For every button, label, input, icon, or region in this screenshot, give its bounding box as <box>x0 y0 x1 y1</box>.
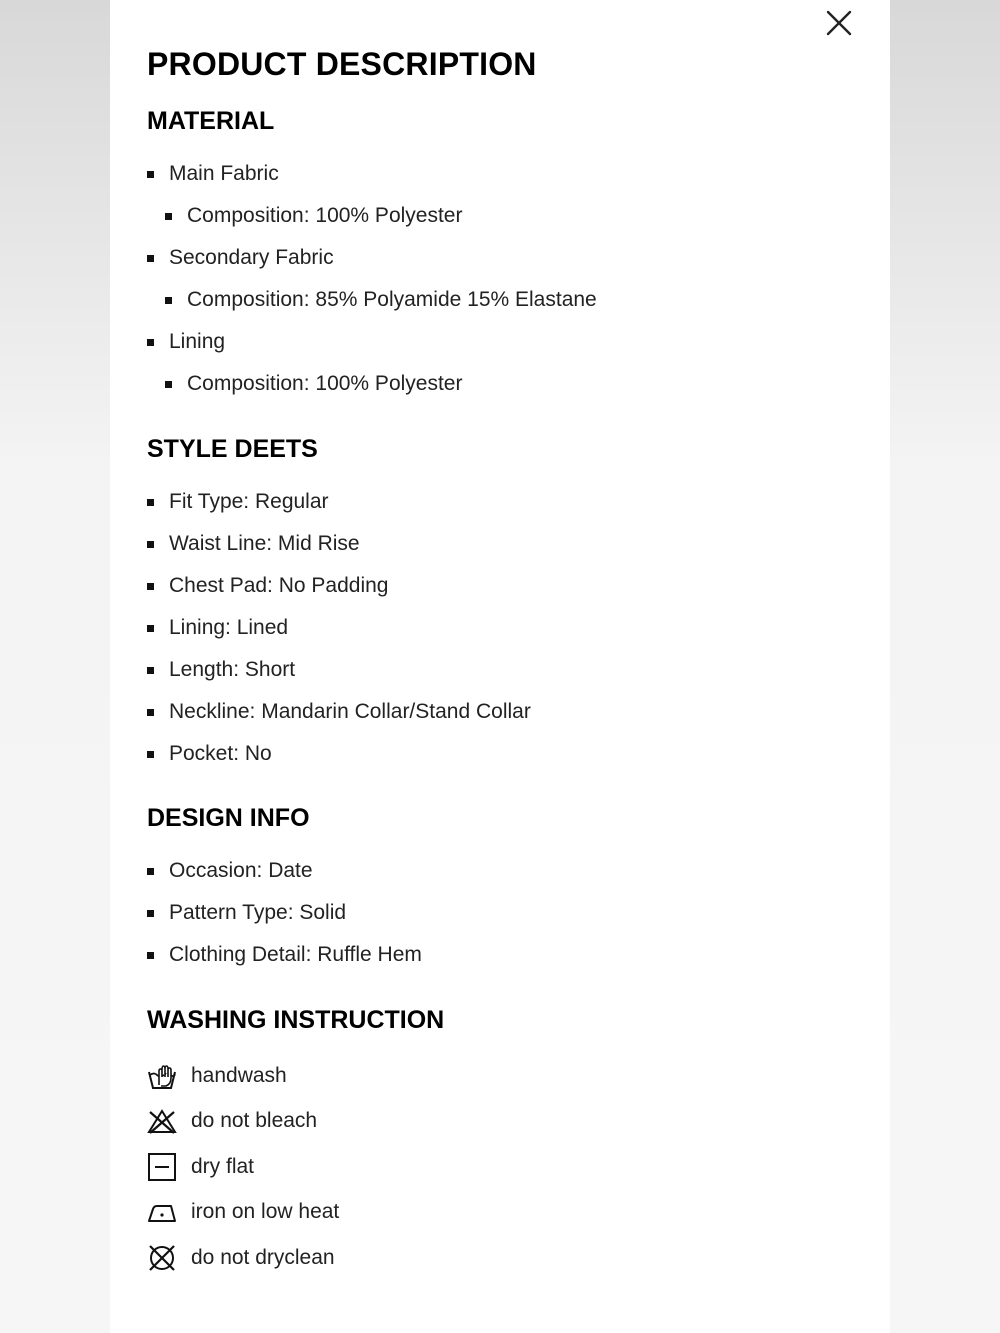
material-heading: MATERIAL <box>147 107 275 135</box>
close-button[interactable] <box>824 8 854 38</box>
dry-flat-icon <box>147 1152 177 1182</box>
iron-low-heat-icon <box>147 1197 177 1227</box>
wash-item-handwash <box>147 1053 339 1099</box>
list-item: Chest Pad: No Padding <box>147 565 847 607</box>
product-description-panel <box>110 0 890 1333</box>
wash-item-label: do not dryclean <box>191 1245 335 1269</box>
wash-item-iron-low-heat <box>147 1190 339 1236</box>
design-info-list <box>147 850 847 976</box>
list-item: Composition: 100% Polyester <box>147 195 847 237</box>
wash-item-do-not-bleach <box>147 1099 339 1145</box>
list-item: Length: Short <box>147 649 847 691</box>
list-item: Pattern Type: Solid <box>147 892 847 934</box>
wash-item-label: handwash <box>191 1063 287 1087</box>
material-list <box>147 153 847 405</box>
list-item: Main Fabric <box>147 153 847 195</box>
style-deets-list <box>147 481 847 775</box>
list-item: Lining <box>147 321 847 363</box>
design-info-heading: DESIGN INFO <box>147 804 310 832</box>
list-item: Composition: 100% Polyester <box>147 363 847 405</box>
do-not-dryclean-icon <box>147 1243 177 1273</box>
list-item: Neckline: Mandarin Collar/Stand Collar <box>147 691 847 733</box>
list-item: Clothing Detail: Ruffle Hem <box>147 934 847 976</box>
wash-item-dry-flat <box>147 1144 339 1190</box>
list-item: Occasion: Date <box>147 850 847 892</box>
list-item: Waist Line: Mid Rise <box>147 523 847 565</box>
style-deets-heading: STYLE DEETS <box>147 435 318 463</box>
washing-instruction-list <box>147 1053 339 1281</box>
do-not-bleach-icon <box>147 1106 177 1136</box>
wash-item-label: do not bleach <box>191 1109 318 1133</box>
wash-item-label: iron on low heat <box>191 1200 340 1224</box>
washing-instruction-heading: WASHING INSTRUCTION <box>147 1006 445 1034</box>
wash-item-do-not-dryclean <box>147 1235 339 1281</box>
page-title: PRODUCT DESCRIPTION <box>147 46 537 82</box>
handwash-icon <box>147 1061 177 1091</box>
wash-item-label: dry flat <box>191 1154 255 1178</box>
close-icon <box>824 8 854 38</box>
list-item: Secondary Fabric <box>147 237 847 279</box>
list-item: Fit Type: Regular <box>147 481 847 523</box>
list-item: Pocket: No <box>147 733 847 775</box>
list-item: Composition: 85% Polyamide 15% Elastane <box>147 279 847 321</box>
list-item: Lining: Lined <box>147 607 847 649</box>
